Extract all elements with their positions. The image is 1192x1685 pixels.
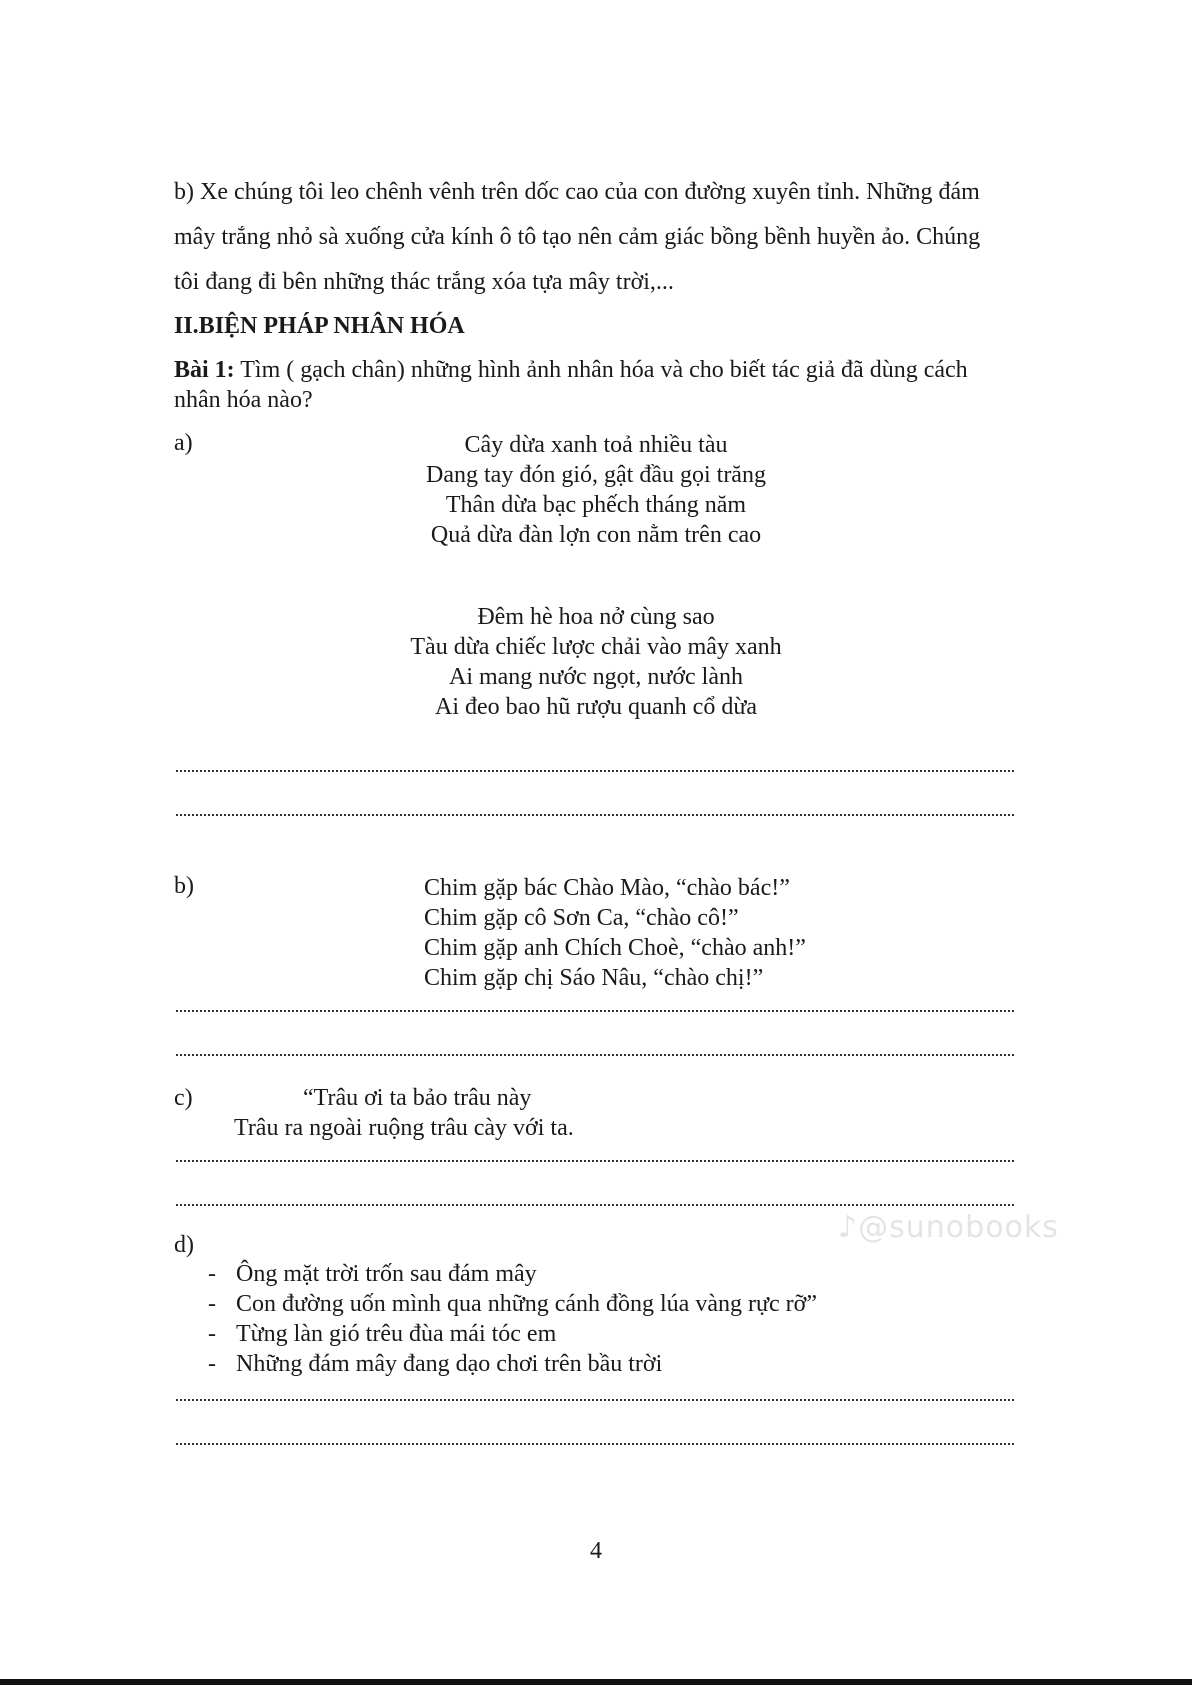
part-c-label: c): [174, 1085, 193, 1111]
poem-line: Chim gặp bác Chào Mào, “chào bác!”: [424, 875, 790, 901]
list-item: - Từng làn gió trêu đùa mái tóc em: [208, 1321, 557, 1347]
answer-line-a-2[interactable]: [176, 814, 1014, 816]
section-heading: II.BIỆN PHÁP NHÂN HÓA: [174, 313, 465, 339]
exercise-prompt-line-1: Tìm ( gạch chân) những hình ảnh nhân hóa và cho biết tác giả đã dùng cách: [234, 357, 968, 383]
part-a-label: a): [174, 430, 193, 456]
list-item: - Những đám mây đang dạo chơi trên bầu trời: [208, 1351, 663, 1377]
intro-line-2: mây trắng nhỏ sà xuống cửa kính ô tô tạo nên cảm giác bồng bềnh huyền ảo. Chúng: [174, 224, 981, 250]
part-a-stanza-2: [0, 602, 1192, 722]
intro-line-1: b) Xe chúng tôi leo chênh vênh trên dốc cao của con đường xuyên tỉnh. Những đám: [174, 179, 980, 205]
bullet-dash: -: [208, 1291, 216, 1317]
answer-line-b-1[interactable]: [176, 1010, 1014, 1012]
part-d-label: d): [174, 1232, 194, 1258]
answer-line-b-2[interactable]: [176, 1054, 1014, 1056]
part-b-poem: [424, 873, 806, 993]
answer-line-a-1[interactable]: [176, 770, 1014, 772]
poem-line: Chim gặp cô Sơn Ca, “chào cô!”: [424, 905, 739, 931]
poem-line: Chim gặp anh Chích Choè, “chào anh!”: [424, 935, 806, 961]
poem-line: Cây dừa xanh toả nhiều tàu: [464, 432, 728, 458]
poem-line: Tàu dừa chiếc lược chải vào mây xanh: [410, 634, 782, 660]
poem-line: Thân dừa bạc phếch tháng năm: [445, 492, 747, 518]
answer-line-c-2[interactable]: [176, 1204, 1014, 1206]
part-d-list: [208, 1259, 817, 1379]
exercise-prompt: [174, 357, 968, 384]
watermark: ♪@sunobooks: [838, 1210, 1059, 1245]
list-item: - Ông mặt trời trốn sau đám mây: [208, 1261, 537, 1287]
page-number: 4: [590, 1538, 602, 1564]
part-c-line-2: Trâu ra ngoài ruộng trâu cày với ta.: [234, 1115, 574, 1141]
part-a-stanza-1: [0, 430, 1192, 550]
intro-line-3: tôi đang đi bên những thác trắng xóa tựa mây trời,...: [174, 269, 674, 295]
bullet-dash: -: [208, 1321, 216, 1347]
poem-line: Ai mang nước ngọt, nước lành: [448, 664, 743, 690]
answer-line-c-1[interactable]: [176, 1160, 1014, 1162]
poem-line: Đêm hè hoa nở cùng sao: [477, 604, 715, 630]
poem-line: Quả dừa đàn lợn con nằm trên cao: [430, 522, 762, 548]
exercise-label: Bài 1:: [174, 357, 235, 383]
bottom-border: [0, 1679, 1192, 1685]
answer-line-d-2[interactable]: [176, 1443, 1014, 1445]
part-b-label: b): [174, 873, 194, 899]
bullet-dash: -: [208, 1351, 216, 1377]
bullet-dash: -: [208, 1261, 216, 1287]
answer-line-d-1[interactable]: [176, 1399, 1014, 1401]
poem-line: Ai đeo bao hũ rượu quanh cổ dừa: [435, 694, 757, 720]
exercise-prompt-line-2: nhân hóa nào?: [174, 387, 313, 413]
part-c-line-1: “Trâu ơi ta bảo trâu này: [303, 1085, 532, 1111]
list-item: - Con đường uốn mình qua những cánh đồng lúa vàng rực rỡ”: [208, 1291, 817, 1317]
poem-line: Dang tay đón gió, gật đầu gọi trăng: [426, 462, 766, 488]
poem-line: Chim gặp chị Sáo Nâu, “chào chị!”: [424, 965, 764, 991]
